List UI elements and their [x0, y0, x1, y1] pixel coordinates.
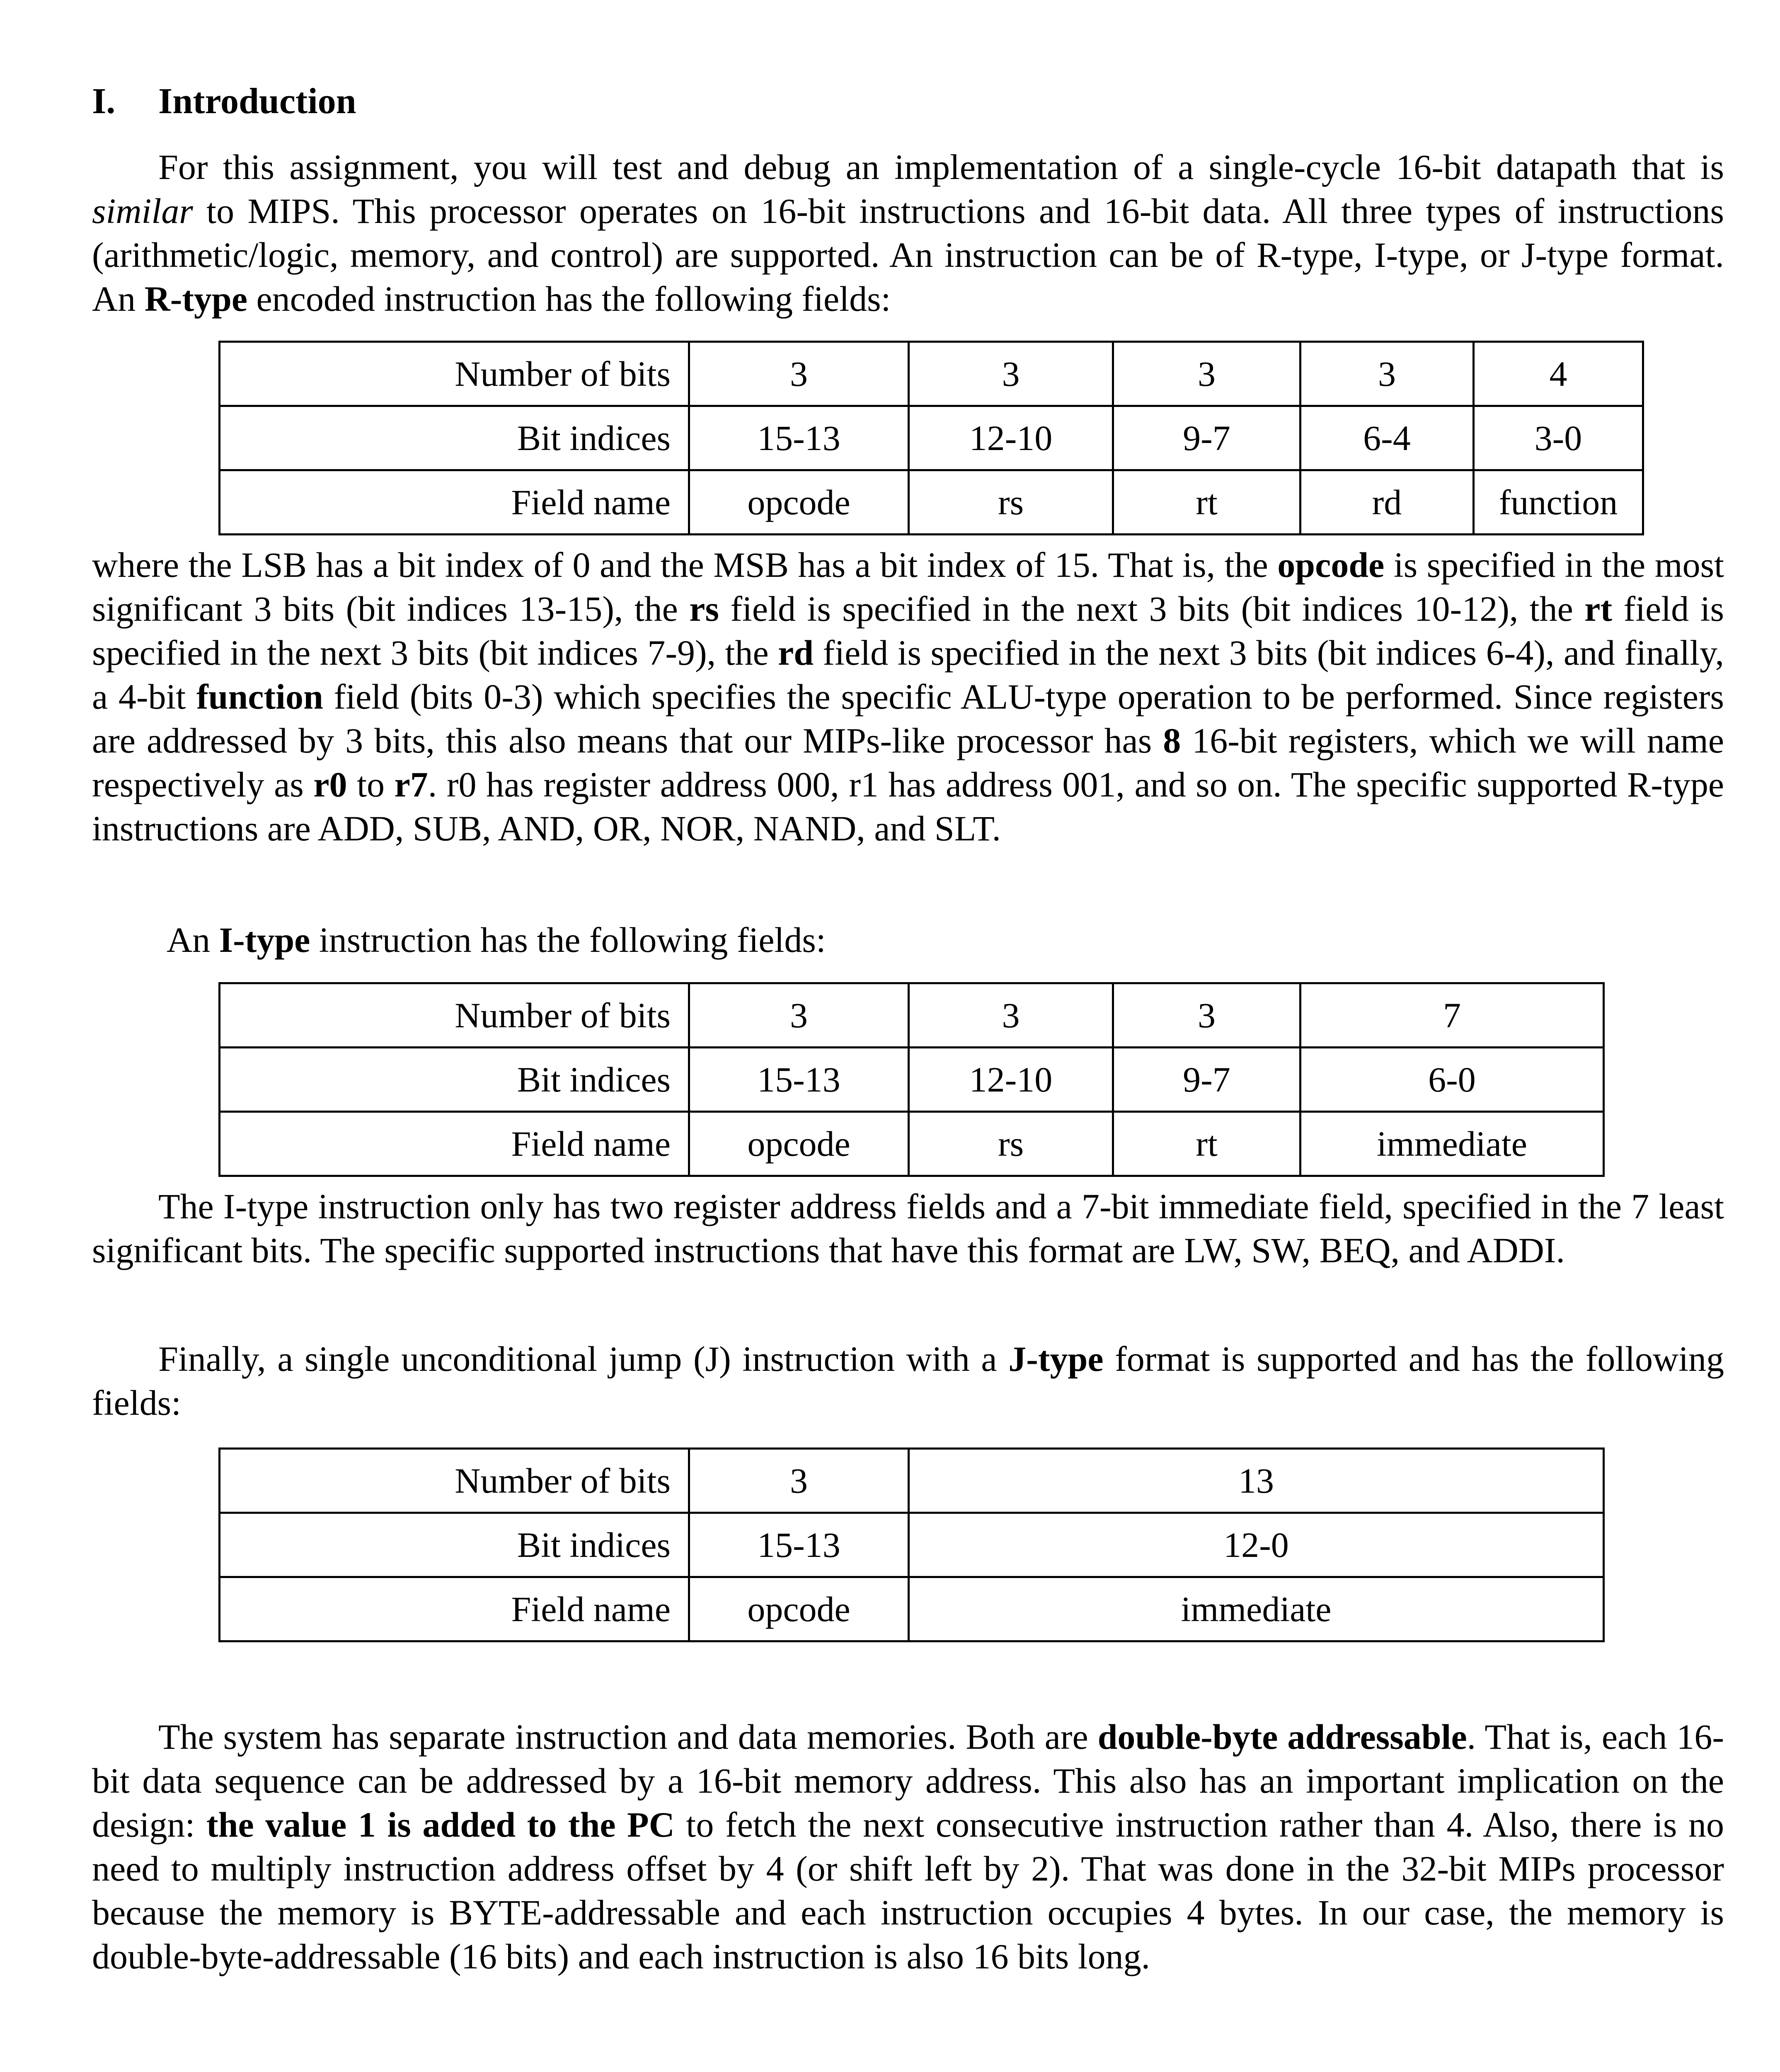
table-cell: 13	[909, 1449, 1604, 1513]
table-cell: function	[1474, 470, 1643, 535]
r-type-description	[92, 543, 1724, 850]
table-cell: 6-4	[1300, 406, 1474, 470]
table-cell: 9-7	[1113, 1048, 1300, 1112]
i-desc-text: The I-type instruction only has two register address fields and a 7-bit immediate field, specified in the 7 least significant bits. The specific supported instructions that have this format are LW, SW, BEQ, and ADDI.	[92, 1186, 1724, 1270]
i-type-description	[92, 1184, 1724, 1272]
term-double-byte: double-byte addressable	[1097, 1717, 1467, 1757]
desc-text: . r0 has register address 000, r1 has address 001, and so on. The specific supported R-type instructions are ADD, SUB, AND, OR, NOR, NAND, and SLT.	[92, 765, 1724, 848]
i-intro-text-2: instruction has the following fields:	[310, 920, 826, 960]
section-title: Introduction	[158, 81, 356, 121]
desc-text: where the LSB has a bit index of 0 and the MSB has a bit index of 15. That is, the	[92, 545, 1278, 585]
table-row	[220, 983, 1604, 1048]
table-cell: 3-0	[1474, 406, 1643, 470]
table-row	[220, 470, 1643, 535]
table-cell: 15-13	[689, 1048, 909, 1112]
table-cell: opcode	[689, 1577, 909, 1641]
term-rd: rd	[778, 633, 814, 673]
section-heading	[92, 79, 356, 124]
table-cell: 3	[909, 342, 1113, 406]
table-cell: 12-0	[909, 1513, 1604, 1577]
term-pc-increment: the value 1 is added to the PC	[206, 1805, 675, 1844]
j-intro-text-2: format is supported and has the following fields:	[92, 1339, 1724, 1423]
table-row	[220, 342, 1643, 406]
memory-text-2: . That is, each 16-bit data sequence can be addressed by a 16-bit memory address. This also has an important implication on the design:	[92, 1717, 1724, 1844]
term-opcode: opcode	[1277, 545, 1385, 585]
r-type-table	[218, 341, 1644, 535]
desc-text: field (bits 0-3) which specifies the specific ALU-type operation to be performed. Since registers are addressed by 3 bits, this also means that our MIPs-like processor has	[92, 677, 1724, 760]
table-cell: 3	[1113, 983, 1300, 1048]
term-r0: r0	[313, 765, 347, 804]
table-cell: 6-0	[1300, 1048, 1604, 1112]
intro-text-3: encoded instruction has the following fields:	[247, 279, 891, 319]
memory-text-3: to fetch the next consecutive instruction rather than 4. Also, there is no need to multiply instruction address offset by 4 (or shift left by 2). That was done in the 32-bit MIPs processor because the memory is BYTE-addressable and each instruction occupies 4 bytes. In our case, the memory is double-byte-addressable (16 bits) and each instruction is also 16 bits long.	[92, 1805, 1724, 1976]
table-cell: rs	[909, 1112, 1113, 1176]
intro-text: For this assignment, you will test and debug an implementation of a single-cycle 16-bit datapath that is	[158, 147, 1724, 187]
table-cell: 9-7	[1113, 406, 1300, 470]
i-type-term: I-type	[219, 920, 310, 960]
j-type-table	[218, 1447, 1605, 1642]
table-cell: rs	[909, 470, 1113, 535]
table-cell: 7	[1300, 983, 1604, 1048]
table-row	[220, 1449, 1604, 1513]
row-label-field: Field name	[220, 1112, 689, 1176]
j-intro-text: Finally, a single unconditional jump (J) instruction with a	[158, 1339, 1009, 1379]
intro-paragraph	[92, 145, 1724, 321]
table-cell: opcode	[689, 470, 909, 535]
table-cell: 3	[1113, 342, 1300, 406]
table-cell: 3	[689, 1449, 909, 1513]
term-function: function	[196, 677, 323, 716]
table-cell: rd	[1300, 470, 1474, 535]
j-type-intro	[92, 1337, 1724, 1425]
row-label-indices: Bit indices	[220, 1048, 689, 1112]
table-row	[220, 1513, 1604, 1577]
table-row	[220, 1048, 1604, 1112]
table-row	[220, 406, 1643, 470]
j-type-term: J-type	[1008, 1339, 1104, 1379]
desc-text: field is specified in the next 3 bits (bit indices 7-9), the	[92, 589, 1724, 673]
memory-paragraph	[92, 1715, 1724, 1978]
table-cell: rt	[1113, 1112, 1300, 1176]
desc-text: field is specified in the next 3 bits (bit indices 6-4), and finally, a 4-bit	[92, 633, 1724, 716]
table-cell: 4	[1474, 342, 1643, 406]
table-cell: 15-13	[689, 406, 909, 470]
table-cell: opcode	[689, 1112, 909, 1176]
term-r7: r7	[394, 765, 428, 804]
desc-text: is specified in the most significant 3 bits (bit indices 13-15), the	[92, 545, 1724, 629]
row-label-bits: Number of bits	[220, 1449, 689, 1513]
row-label-field: Field name	[220, 1577, 689, 1641]
row-label-field: Field name	[220, 470, 689, 535]
table-cell: 3	[689, 983, 909, 1048]
table-row	[220, 1577, 1604, 1641]
desc-text: field is specified in the next 3 bits (bit indices 10-12), the	[719, 589, 1585, 629]
table-row	[220, 1112, 1604, 1176]
section-number: I.	[92, 81, 116, 121]
i-type-table	[218, 982, 1605, 1177]
r-type-term: R-type	[144, 279, 247, 319]
desc-text: 16-bit registers, which we will name respectively as	[92, 721, 1724, 804]
table-cell: 3	[909, 983, 1113, 1048]
term-register-count: 8	[1163, 721, 1181, 760]
table-cell: rt	[1113, 470, 1300, 535]
table-cell: 3	[689, 342, 909, 406]
intro-text-2: to MIPS. This processor operates on 16-bit instructions and 16-bit data. All three types of instructions (arithmetic/logic, memory, and control) are supported. An instruction can be of R-type, I-type, or J-type format. An	[92, 191, 1724, 319]
row-label-indices: Bit indices	[220, 406, 689, 470]
table-cell: immediate	[1300, 1112, 1604, 1176]
table-cell: 12-10	[909, 1048, 1113, 1112]
table-cell: 15-13	[689, 1513, 909, 1577]
intro-emphasis: similar	[92, 191, 193, 231]
row-label-bits: Number of bits	[220, 342, 689, 406]
row-label-bits: Number of bits	[220, 983, 689, 1048]
desc-text: to	[347, 765, 395, 804]
table-cell: immediate	[909, 1577, 1604, 1641]
i-type-intro	[167, 918, 1724, 962]
table-cell: 3	[1300, 342, 1474, 406]
table-cell: 12-10	[909, 406, 1113, 470]
term-rs: rs	[689, 589, 719, 629]
term-rt: rt	[1584, 589, 1613, 629]
memory-text: The system has separate instruction and data memories. Both are	[158, 1717, 1098, 1757]
i-intro-text: An	[167, 920, 219, 960]
row-label-indices: Bit indices	[220, 1513, 689, 1577]
